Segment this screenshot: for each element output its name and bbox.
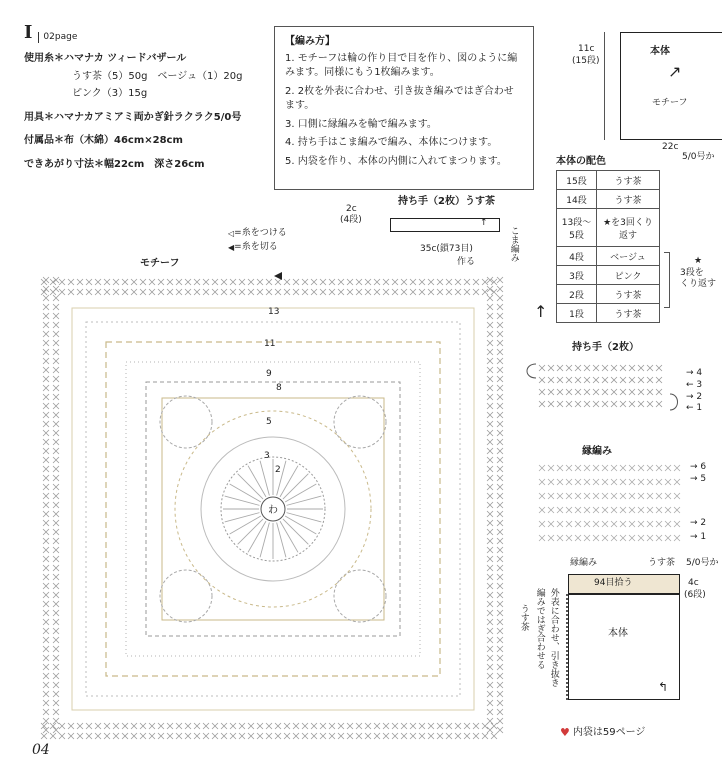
seam-note-2: 編みではぎ合わせる [534,588,545,669]
method-step-2: 2. 2枚を外表に合わせ、引き抜き編みではぎ合わせます。 [285,85,514,111]
body-schematic [620,32,722,140]
color-scheme-table [556,170,660,323]
table-row: 1段 うす茶 [557,304,660,323]
repeat-note: 3段を くり返す [680,268,717,289]
row-11-label: 11 [264,339,276,349]
legend-cut: ◀ =糸を切る [228,242,278,252]
table-row: 2段 うす茶 [557,285,660,304]
inner-bag-note: ♥ 内袋は59ページ [560,726,646,739]
handle-row-2: → 2 [686,392,703,402]
body-height-rows: (15段) [572,56,600,66]
handle-row-4: → 4 [686,368,703,378]
assembly-pickup: 94目拾う [594,578,633,588]
roman-numeral: I [24,22,33,43]
edging-row-2: → 2 [690,518,707,528]
handle-arrow-up: ↑ [480,218,488,228]
method-title: 【編み方】 [285,36,335,47]
method-step-3: 3. 口側に縁編みを輪で編みます。 [285,118,437,130]
handle-start: 作る [457,257,476,267]
repeat-star: ★ [694,256,703,266]
assembly-hook: 5/0号か [686,558,719,568]
assembly-height: 4c [688,578,699,588]
method-step-1: 1. モチーフは輪の作り目で目を作り、図のように編みます。同様にもう1枚編みます。 [285,52,518,78]
yarn-label: 使用糸＊ハマナカ ツィードバザール [24,53,187,64]
page-reference: 02page [38,32,77,43]
repeat-bracket [664,252,670,308]
table-row: 4段 ベージュ [557,247,660,266]
motif-title: モチーフ [140,258,180,269]
row-13-label: 13 [268,307,280,317]
handle-stitch: こま編み [508,226,519,262]
corner-arrow-icon: ↰ [658,680,669,694]
row-8-label: 8 [276,383,282,393]
handle-height: 2c [346,204,357,214]
legend-attach: ◁ =糸をつける [228,228,287,238]
height-dimension-line [604,32,605,140]
handle-chart-title: 持ち手（2枚） [572,342,639,353]
row-9-label: 9 [266,369,272,379]
handle-length: 35c(鎖73目) [420,244,473,254]
handle-diagram-title: 持ち手（2枚）うす茶 [398,196,495,207]
body-schematic-title: 本体 [650,46,670,57]
page-number: 04 [32,742,50,758]
motif-chart [36,272,510,746]
edging-row-6: → 6 [690,462,707,472]
up-arrow-icon: ↑ [534,302,548,321]
method-step-5: 5. 内袋を作り、本体の内側に入れてまつります。 [285,155,507,167]
row-2-label: 2 [275,465,281,475]
edging-chart [536,462,686,548]
assembly-body-label: 本体 [608,628,628,639]
body-width: 22c [662,142,679,152]
open-triangle-icon: ◁ [228,228,235,238]
table-row: 3段 ピンク [557,266,660,285]
method-step-4: 4. 持ち手はこま編みで編み、本体につけます。 [285,137,498,148]
row-3-label: 3 [264,451,270,461]
seam-line [566,594,569,700]
assembly-height-rows: (6段) [684,590,706,600]
center-ring-label: わ [268,505,278,516]
edging-title: 縁編み [582,446,612,457]
arrow-diagonal-icon: ↗ [668,62,682,81]
assembly-edging-label: 縁編み [570,558,598,568]
color-scheme-title: 本体の配色 [556,156,606,167]
heart-icon: ♥ [560,726,570,739]
body-height: 11c [578,44,595,54]
seam-color: うす茶 [518,604,529,631]
pattern-info [24,22,274,171]
row-5-label: 5 [266,417,272,427]
handle-stitch-chart [520,358,680,428]
handle-row-1: ← 1 [686,403,703,413]
accessories-line: 付属品＊布（木綿）46cm×28cm [24,135,183,146]
table-row: 15段 うす茶 [557,171,660,190]
method-box [274,26,534,190]
size-line: できあがり寸法＊幅22cm 深さ26cm [24,158,205,170]
body-motif-label: モチーフ [652,98,688,108]
edging-row-5: → 5 [690,474,707,484]
yarn-line-2: ピンク（3）15g [72,88,148,99]
handle-height-rows: (4段) [340,215,362,225]
table-row: 14段 うす茶 [557,190,660,209]
assembly-color-label: うす茶 [648,558,676,568]
seam-note-1: 外表に合わせ、引き抜き [548,588,559,687]
edging-row-1: → 1 [690,532,707,542]
filled-triangle-icon: ◀ [228,242,235,252]
yarn-line-1: うす茶（5）50g ベージュ（1）20g [72,70,243,82]
body-hook: 5/0号か [682,152,715,162]
tools-line: 用具＊ハマナカアミアミ両かぎ針ラクラク5/0号 [24,111,242,123]
handle-row-3: ← 3 [686,380,703,390]
table-row: 13段〜5段 ★を3回くり返す [557,209,660,247]
